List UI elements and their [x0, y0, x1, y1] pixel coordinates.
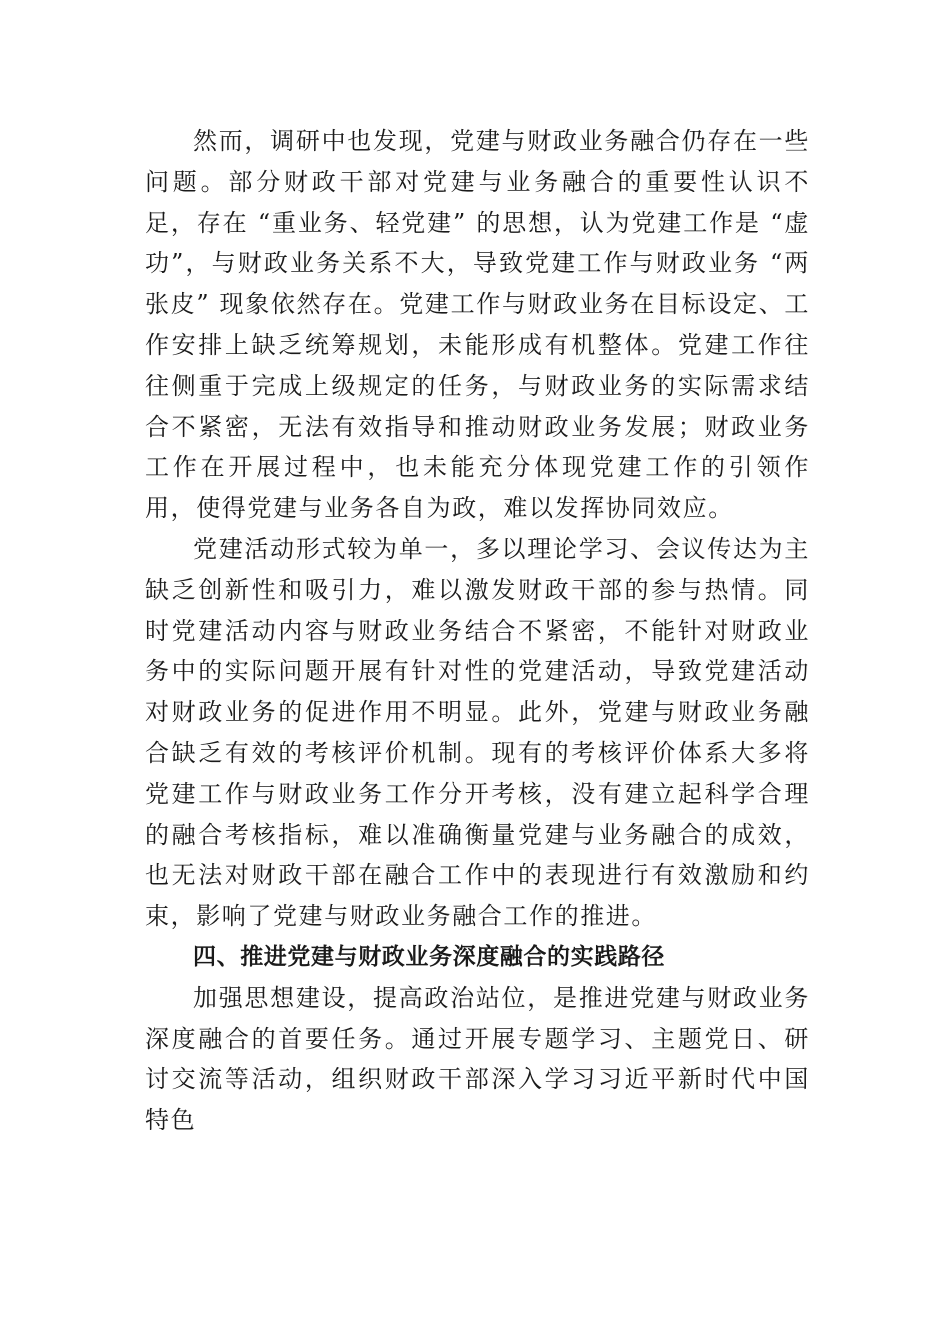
paragraph-activities: 党建活动形式较为单一，多以理论学习、会议传达为主缺乏创新性和吸引力，难以激发财政干部的参与热情。同时党建活动内容与财政业务结合不紧密，不能针对财政业务中的实际问题开展有针对性的党建活动，导致党建活动对财政业务的促进作用不明显。此外，党建与财政业务融合缺乏有效的考核评价机制。现有的考核评价体系大多将党建工作与财政业务工作分开考核，没有建立起科学合理的融合考核指标，难以准确衡量党建与业务融合的成效，也无法对财政干部在融合工作中的表现进行有效激励和约束，影响了党建与财政业务融合工作的推进。 [145, 534, 810, 931]
document-page [145, 121, 810, 1141]
section-heading: 四、推进党建与财政业务深度融合的实践路径 [193, 943, 665, 970]
paragraph-ideology: 加强思想建设，提高政治站位，是推进党建与财政业务深度融合的首要任务。通过开展专题学习、主题党日、研讨交流等活动，组织财政干部深入学习习近平新时代中国特色 [145, 983, 810, 1135]
paragraph-findings: 然而，调研中也发现，党建与财政业务融合仍存在一些问题。部分财政干部对党建与业务融合的重要性认识不足，存在 “重业务、轻党建” 的思想，认为党建工作是 “虚功”，与财政业务关系不大，导致党建工作与财政业务 “两张皮” 现象依然存在。党建工作与财政业务在目标设定、工作安排上缺乏统筹规划，未能形成有机整体。党建工作往往侧重于完成上级规定的任务，与财政业务的实际需求结合不紧密，无法有效指导和推动财政业务发展；财政业务工作在开展过程中，也未能充分体现党建工作的引领作用，使得党建与业务各自为政，难以发挥协同效应。 [145, 127, 810, 523]
